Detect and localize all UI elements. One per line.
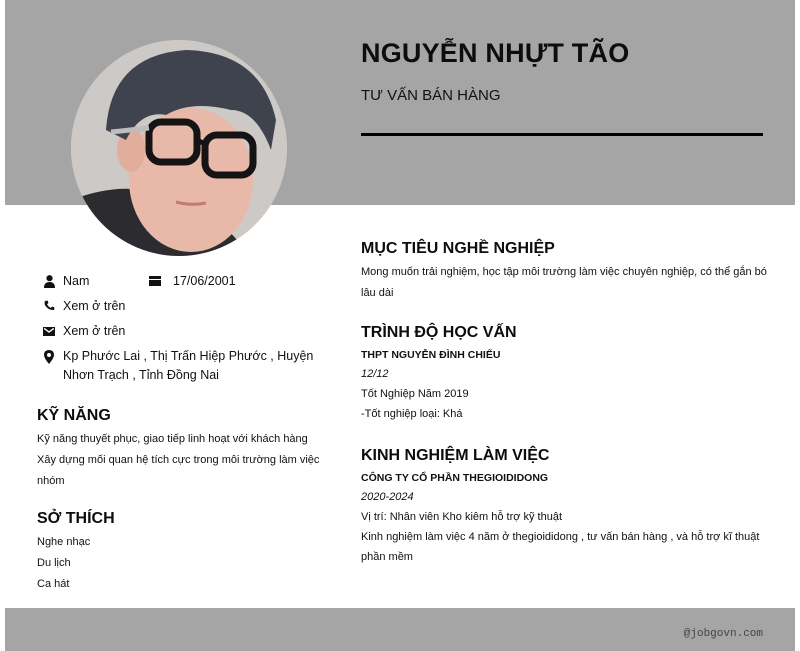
profile-photo [71, 40, 287, 256]
career-goal-text: Mong muốn trải nghiệm, học tập môi trường làm việc chuyên nghiệp, có thể gắn bó lâu dài [361, 266, 767, 299]
experience-title: KINH NGHIỆM LÀM VIỆC [361, 447, 550, 464]
education-line: -Tốt nghiệp loại: Khá [361, 408, 463, 420]
hobbies-section [37, 510, 327, 595]
phone-icon [35, 297, 63, 311]
hobbies-title: SỞ THÍCH [37, 510, 115, 527]
education-section [361, 324, 771, 424]
email-row [35, 322, 325, 341]
skills-section [37, 407, 327, 492]
avatar [71, 40, 287, 256]
header-divider [361, 133, 763, 136]
skills-title: KỸ NĂNG [37, 407, 111, 424]
hobby-item: Nghe nhạc [37, 536, 91, 548]
candidate-role: TƯ VẤN BÁN HÀNG [361, 87, 501, 104]
hobby-item: Du lịch [37, 557, 71, 569]
gender-birthday-row [35, 272, 325, 291]
map-pin-icon [35, 347, 63, 364]
birthday-value: 17/06/2001 [173, 274, 236, 288]
experience-section [361, 447, 771, 567]
company-name: CÔNG TY CỔ PHẦN THEGIOIDIDONG [361, 472, 549, 484]
skill-item: Kỹ năng thuyết phục, giao tiếp linh hoạt với khách hàng [37, 433, 308, 445]
school-name: THPT NGUYỄN ĐÌNH CHIỂU [361, 349, 501, 361]
address-row [35, 347, 325, 385]
gender-value: Nam [63, 274, 90, 288]
education-title: TRÌNH ĐỘ HỌC VẤN [361, 324, 517, 341]
footer-watermark: @jobgovn.com [683, 628, 763, 640]
skill-item: Xây dựng mối quan hệ tích cực trong môi trường làm việc nhóm [37, 454, 320, 487]
experience-line: Kinh nghiệm làm việc 4 năm ở thegioididong , tư vấn bán hàng , và hỗ trợ kĩ thuật phần mềm [361, 531, 760, 563]
experience-period: 2020-2024 [361, 491, 414, 503]
contact-info [35, 272, 325, 391]
education-line: Tốt Nghiệp Năm 2019 [361, 388, 469, 400]
footer-band [5, 608, 795, 651]
phone-value: Xem ở trên [63, 299, 126, 313]
career-goal-title: MỤC TIÊU NGHỀ NGHIỆP [361, 240, 555, 257]
calendar-icon [149, 272, 173, 291]
education-period: 12/12 [361, 368, 389, 380]
address-value: Kp Phước Lai , Thị Trấn Hiệp Phước , Huyện Nhơn Trạch , Tỉnh Đồng Nai [63, 349, 314, 382]
career-goal-section [361, 240, 771, 304]
user-icon [35, 272, 63, 288]
candidate-name: NGUYỄN NHỰT TÃO [361, 38, 630, 68]
experience-line: Vị trí: Nhân viên Kho kiêm hỗ trợ kỹ thuật [361, 511, 563, 523]
cv-page [5, 0, 795, 651]
envelope-icon [35, 322, 63, 336]
phone-row [35, 297, 325, 316]
hobby-item: Ca hát [37, 578, 70, 590]
email-value: Xem ở trên [63, 324, 126, 338]
